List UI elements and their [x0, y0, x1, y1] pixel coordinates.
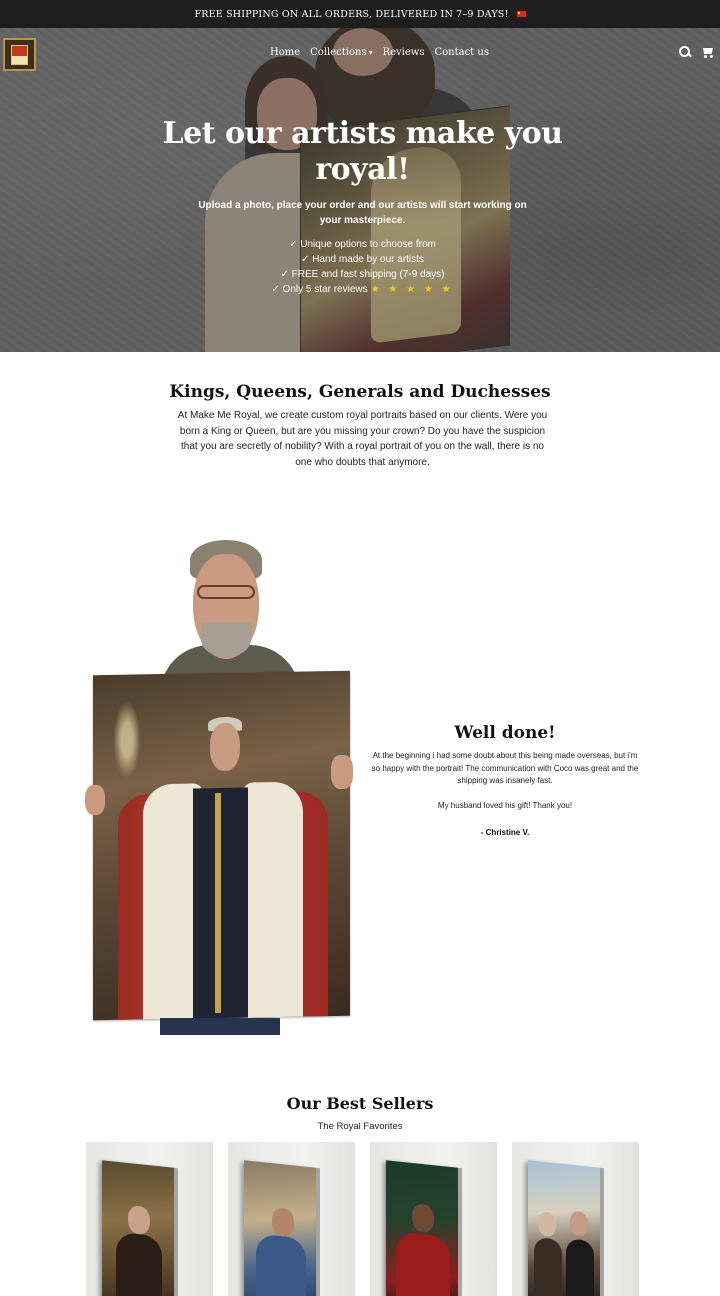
hero-banner — [0, 28, 720, 352]
main-nav — [270, 47, 489, 58]
review-text: At the beginning i had some doubt about this being made overseas, but i'm so happy with the portrait! The communication with Coco was great and the shipping was insanely fast. — [371, 751, 639, 785]
nav-reviews[interactable]: Reviews — [382, 47, 425, 58]
testimonial-photo — [85, 540, 360, 1035]
hero-title: Let our artists make you royal! — [162, 116, 563, 187]
announcement-text: FREE SHIPPING ON ALL ORDERS, DELIVERED IN 7–9 DAYS! — [194, 8, 509, 20]
announcement-bar — [0, 0, 720, 28]
benefit-item: ✓ FREE and fast shipping (7-9 days) — [280, 269, 445, 280]
intro-text: At Make Me Royal, we create custom royal portraits based on our clients. Were you born a King or Queen, but are you missing your crown? Do you have the suspicion that you are secretly of nobility? With a royal portrait of you on the wall, there is no one who doubts that anymore. — [177, 410, 548, 468]
product-card[interactable] — [228, 1142, 355, 1296]
product-card[interactable] — [512, 1142, 639, 1296]
site-logo[interactable] — [3, 38, 36, 71]
product-image — [528, 1160, 600, 1296]
header-icons — [679, 46, 714, 58]
best-sellers-subtitle: The Royal Favorites — [317, 1121, 403, 1132]
chevron-down-icon: ▾ — [368, 48, 373, 57]
benefit-item: ✓ Hand made by our artists — [301, 254, 424, 265]
benefit-item-text: ✓ Only 5 star reviews — [271, 284, 368, 295]
review-author: - Christine V. — [480, 828, 530, 837]
star-rating-icon: ★ ★ ★ ★ ★ — [370, 284, 454, 295]
hero-subtitle: Upload a photo, place your order and our artists will start working on your masterpiece. — [198, 200, 527, 226]
product-image — [102, 1160, 174, 1296]
cart-icon[interactable] — [701, 46, 714, 58]
product-card[interactable] — [370, 1142, 497, 1296]
royal-portrait-canvas — [93, 671, 350, 1020]
review-text-2: My husband loved his gift! Thank you! — [437, 801, 573, 810]
nav-contact[interactable]: Contact us — [434, 47, 489, 58]
nav-collections-label: Collections — [310, 47, 367, 58]
nav-home[interactable]: Home — [270, 47, 301, 58]
review-title: Well done! — [454, 723, 556, 743]
benefit-item — [180, 282, 545, 297]
benefit-item: ✓ Unique options to choose from — [289, 239, 436, 250]
flag-icon — [517, 11, 526, 17]
intro-title: Kings, Queens, Generals and Duchesses — [169, 382, 551, 402]
search-icon[interactable] — [679, 46, 691, 58]
product-image — [386, 1160, 458, 1296]
nav-collections[interactable] — [310, 47, 372, 58]
product-image — [244, 1160, 316, 1296]
hero-benefits — [180, 237, 545, 297]
best-sellers-title: Our Best Sellers — [286, 1094, 434, 1113]
product-card[interactable] — [86, 1142, 213, 1296]
